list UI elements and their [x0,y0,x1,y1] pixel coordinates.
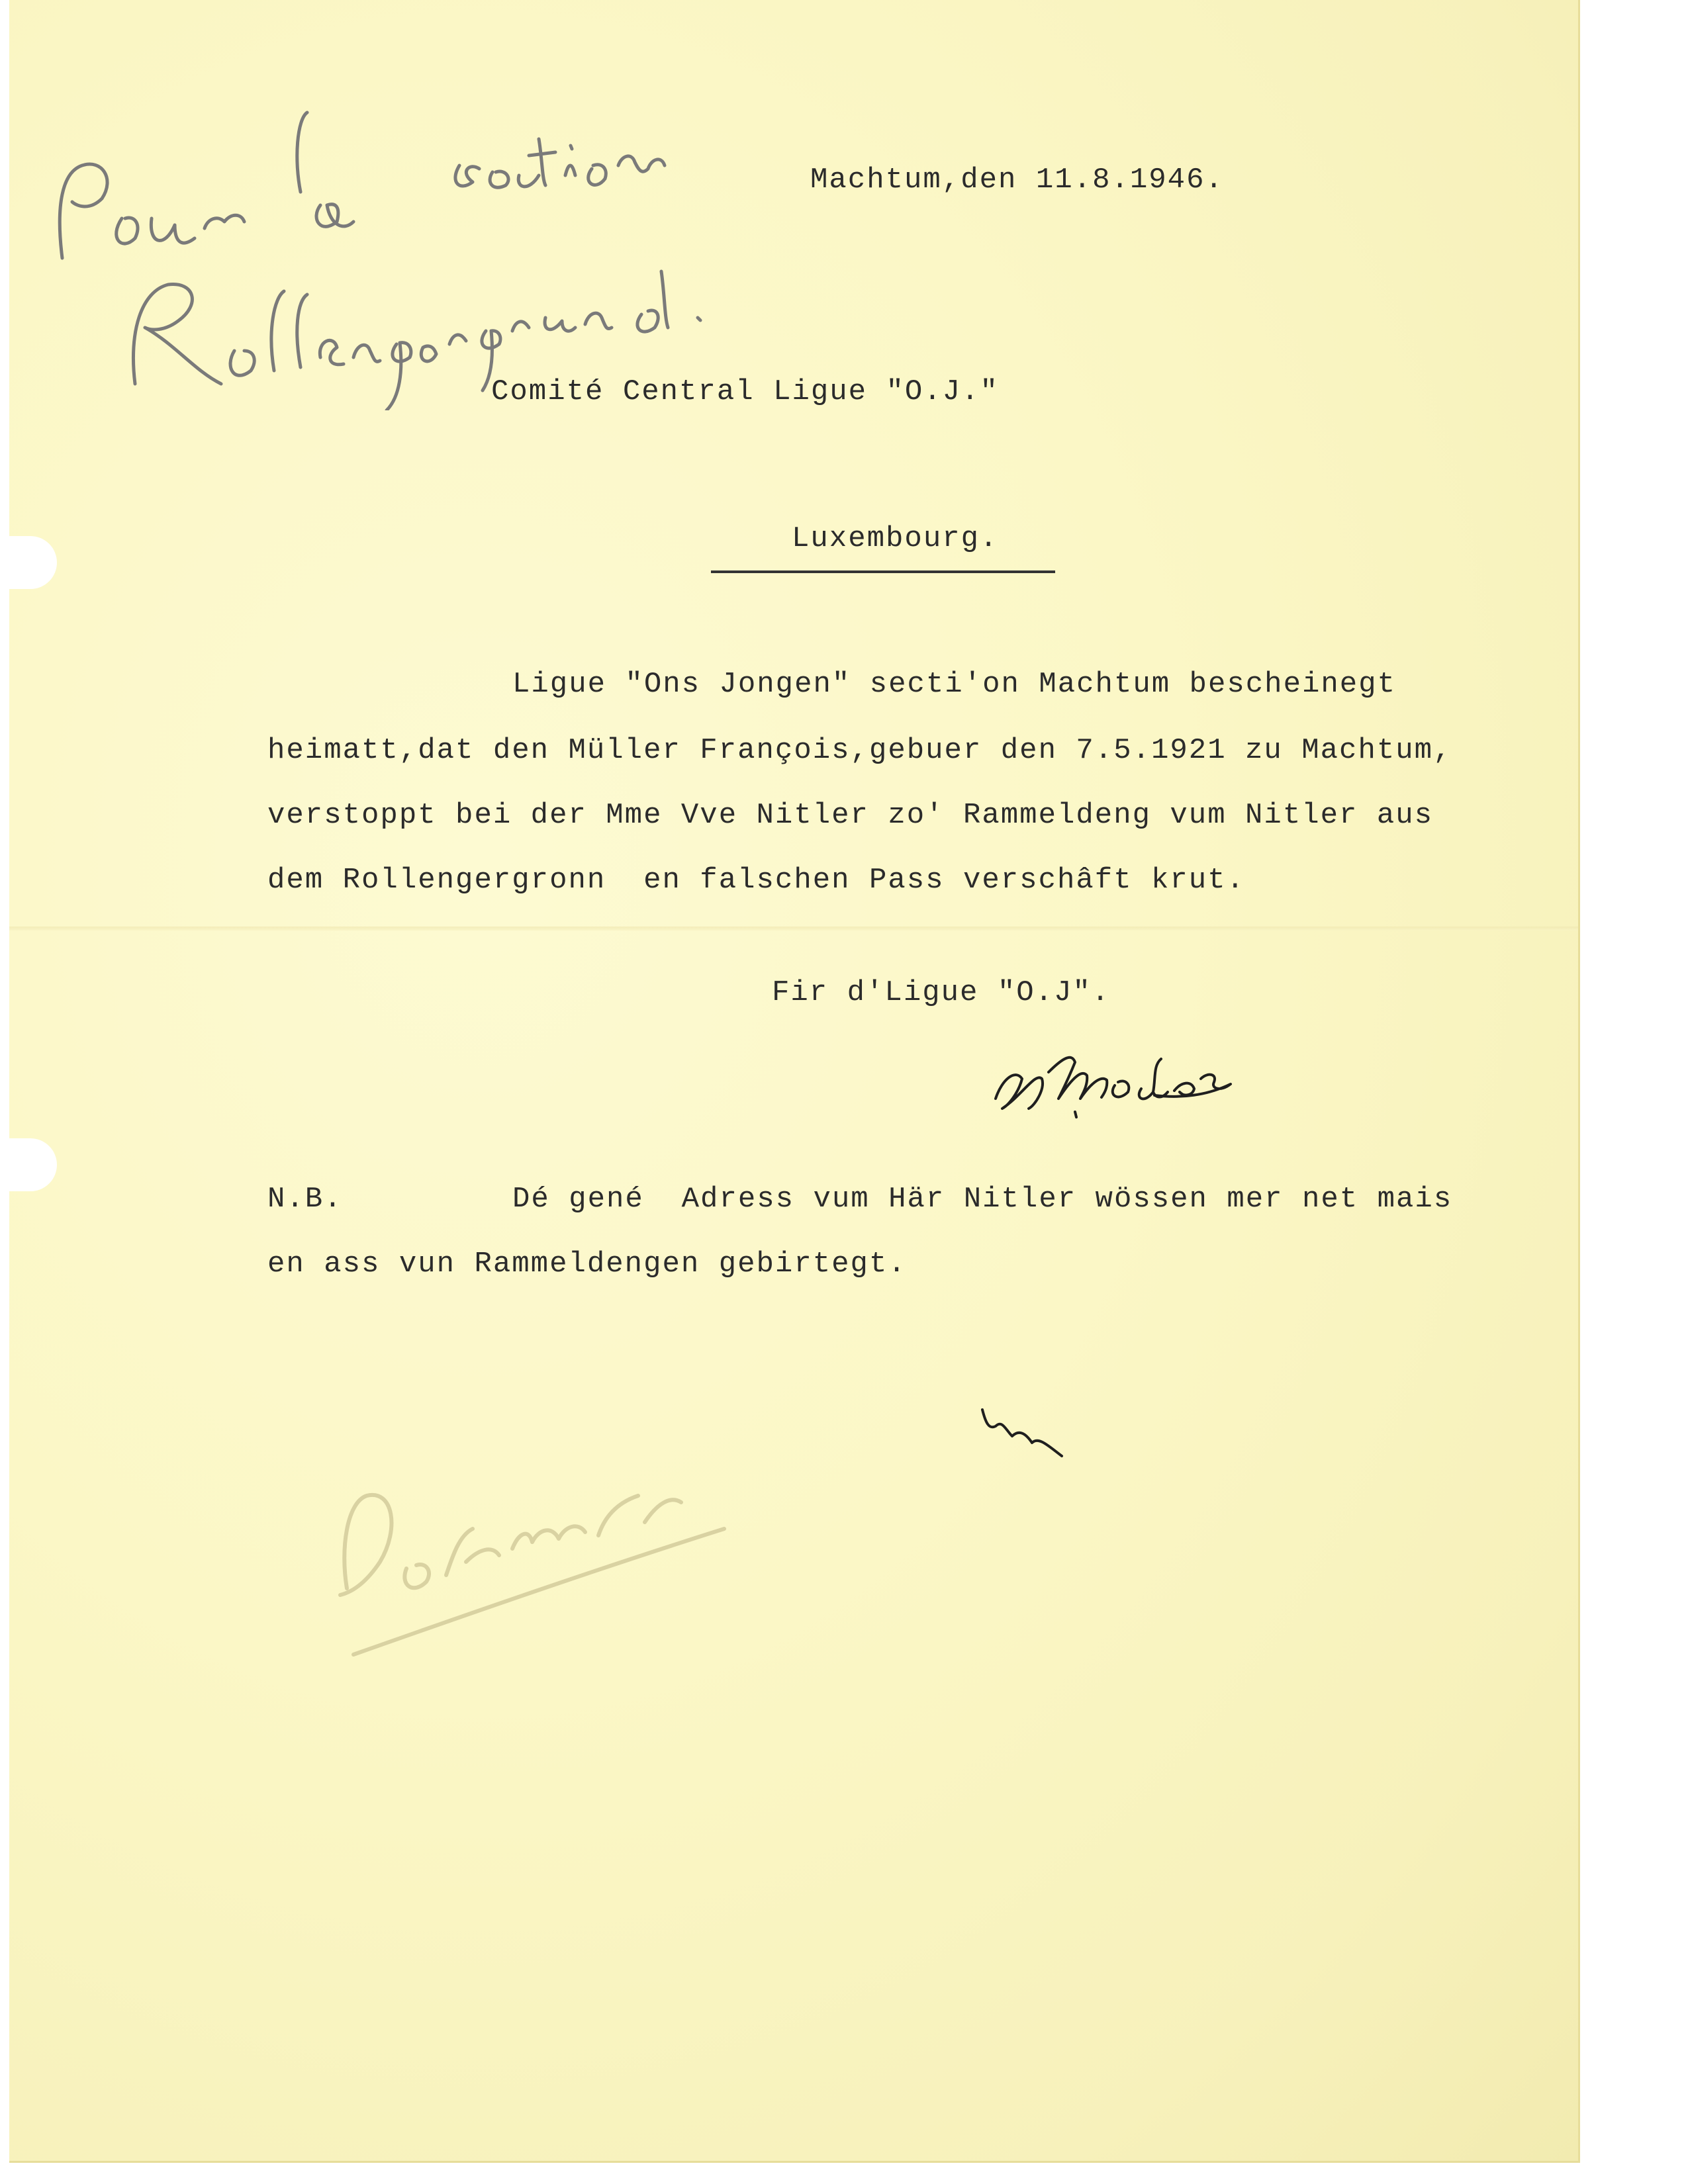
body-line-3: verstoppt bei der Mme Vve Nitler zo' Rammeldeng vum Nitler aus [267,799,1434,832]
city-underline [711,570,1055,573]
body-line-4: dem Rollengergronn en falschen Pass verschâft krut. [267,864,1246,897]
nb-line-1: Dé gené Adress vum Här Nitler wössen mer net mais [512,1183,1453,1216]
body-line-1: Ligue "Ons Jongen" secti'on Machtum bescheinegt [512,668,1397,701]
handwritten-annotation [36,40,777,410]
paper-fold [9,927,1578,931]
signature [982,1032,1234,1125]
ink-initial-mark [976,1396,1068,1469]
punch-hole [9,536,57,589]
nb-line-2: en ass vun Rammeldengen gebirtegt. [267,1248,907,1281]
date-line: Machtum,den 11.8.1946. [810,163,1224,197]
closing-line: Fir d'Ligue "O.J". [772,976,1111,1009]
punch-hole [9,1138,57,1191]
body-line-2: heimatt,dat den Müller François,gebuer den 7.5.1921 zu Machtum, [267,734,1452,767]
recipient-line: Comité Central Ligue "O.J." [491,375,999,408]
faint-pencil-impression [301,1403,764,1681]
letter-paper [9,0,1580,2163]
nb-label: N.B. [267,1183,343,1216]
city-line: Luxembourg. [792,522,999,555]
